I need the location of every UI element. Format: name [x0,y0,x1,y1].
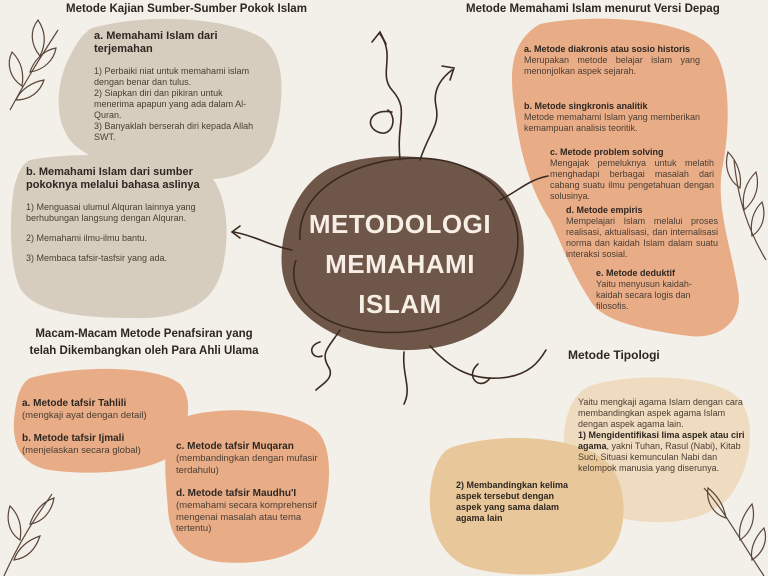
node-maudhui-heading: d. Metode tafsir Maudhu'I [176,488,297,499]
node-problem-solving-heading: c. Metode problem solving [550,147,664,157]
section-title-versi-depag: Metode Memahami Islam menurut Versi Depag [466,3,720,15]
node-terjemahan-item-1: 1) Perbaiki niat untuk memahami islam dengan benar dan tulus. [94,66,250,87]
node-terjemahan [94,30,264,143]
node-singkronis-heading: b. Metode singkronis analitik [524,101,648,111]
node-muqaran-text: (membandingkan dengan mufasir terdahulu) [176,453,318,476]
node-muqaran-heading: c. Metode tafsir Muqaran [176,441,294,452]
node-singkronis [524,101,700,134]
node-problem-solving [550,147,714,202]
central-topic-line-1: METODOLOGI [308,209,492,239]
node-tipologi-item-1-heading: 1) Mengidentifikasi lima aspek atau ciri agama [578,430,745,451]
node-tipologi-intro-text: Yaitu mengkaji agama Islam dengan cara membandingkan aspek agama Islam dengan aspek agama lain. [578,397,743,429]
node-tipologi-item-1 [578,430,746,474]
node-deduktif-heading: e. Metode deduktif [596,268,676,278]
node-terjemahan-heading: a. Memahami Islam dari terjemahan [94,30,218,55]
section-title-tipologi: Metode Tipologi [568,348,660,362]
central-topic [300,204,500,324]
node-maudhui [176,488,320,535]
node-tipologi-item-1-text: , yakni Tuhan, Rasul (Nabi), Kitab Suci, Situasi kemunculan Nabi dan kelompok manusia yang diserunya. [578,441,741,473]
node-tipologi-item-2-heading: 2) Membandingkan kelima aspek tersebut dengan aspek yang sama dalam agama lain [456,480,569,523]
node-diakronis-text: Merupakan metode belajar islam yang menonjolkan aspek sejarah. [524,55,700,76]
node-ijmali-heading: b. Metode tafsir Ijmali [22,433,125,444]
node-tipologi-intro [578,397,746,474]
node-diakronis [524,44,700,77]
node-tahlili-heading: a. Metode tafsir Tahlili [22,398,127,409]
section-title-penafsiran [14,326,274,360]
node-terjemahan-item-2: 2) Siapkan diri dan pikiran untuk menerima apapun yang ada dalam Al-Quran. [94,88,247,120]
node-bahasa-asli [26,166,204,264]
node-terjemahan-item-3: 3) Banyaklah berserah diri kepada Allah SWT. [94,121,254,142]
node-maudhui-text: (memahami secara komprehensif mengenai masalah atau tema tertentu) [176,500,317,534]
central-topic-line-2: MEMAHAMI [325,249,475,279]
node-diakronis-heading: a. Metode diakronis atau sosio historis [524,44,691,54]
node-bahasa-asli-item-3: 3) Membaca tafsir-tasfsir yang ada. [26,253,168,263]
node-ijmali [22,433,182,457]
section-title-kajian-sumber: Metode Kajian Sumber-Sumber Pokok Islam [66,3,307,15]
central-topic-line-3: ISLAM [358,289,442,319]
node-deduktif-text: Yaitu menyusun kaidah-kaidah secara logis dan filosofis. [596,279,692,311]
blob-muqaran [165,410,329,563]
node-deduktif [596,268,718,312]
node-empiris-heading: d. Metode empiris [566,205,643,215]
node-empiris-text: Mempelajari Islam melalui proses realisasi, aktualisasi, dan internalisasi norma dan kaidah Islam dalam suatu interaksi sosial. [566,216,718,259]
node-tahlili-text: (mengkaji ayat dengan detail) [22,410,147,421]
node-singkronis-text: Metode memahami Islam yang memberikan kemampuan analisis teoritik. [524,112,700,133]
section-title-penafsiran-line-1: Macam-Macam Metode Penafsiran yang [35,328,253,340]
node-ijmali-text: (menjelaskan secara global) [22,445,141,456]
node-problem-solving-text: Mengajak pemeluknya untuk melatih menghadapi berbagai masalah dari cabang suatu ilmu pengetahuan dengan solusinya. [550,158,714,201]
node-tipologi-item-2 [456,480,582,524]
node-tahlili [22,398,182,422]
section-title-penafsiran-line-2: telah Dikembangkan oleh Para Ahli Ulama [29,345,259,357]
node-bahasa-asli-item-1: 1) Menguasai ulumul Alquran lainnya yang berhubungan langsung dengan Alquran. [26,202,196,223]
node-bahasa-asli-item-2: 2) Memahami ilmu-ilmu bantu. [26,233,148,243]
node-bahasa-asli-heading: b. Memahami Islam dari sumber pokoknya melalui bahasa aslinya [26,166,200,191]
node-muqaran [176,441,320,476]
node-empiris [566,205,718,260]
